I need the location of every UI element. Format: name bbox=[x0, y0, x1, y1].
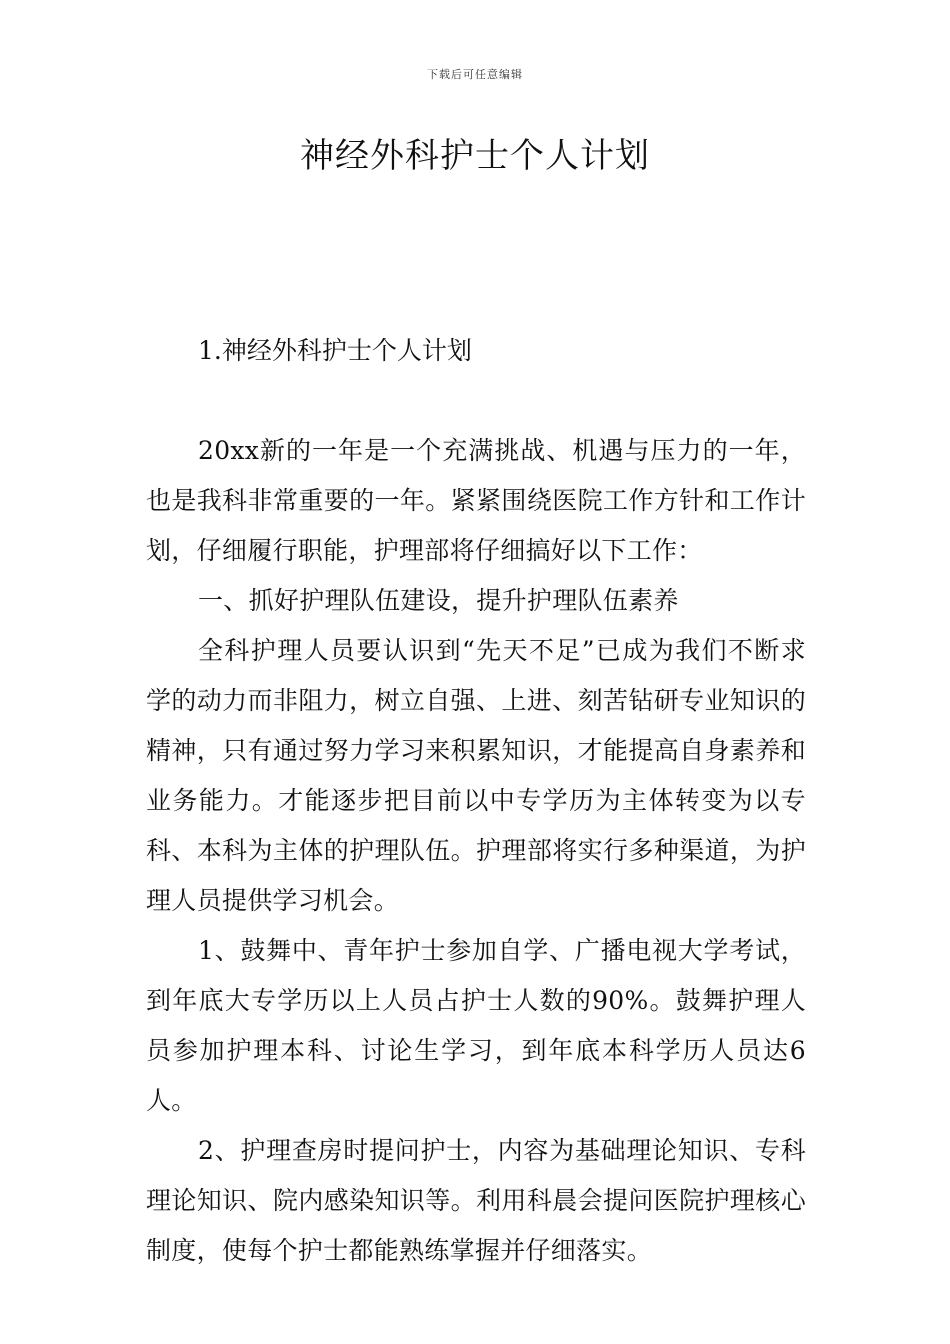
section-heading: 1.神经外科护士个人计划 bbox=[198, 336, 472, 365]
paragraph-team-building: 全科护理人员要认识到“先天不足”已成为我们不断求学的动力而非阻力，树立自强、上进、刻苦钻研专业知识的精神，只有通过努力学习来积累知识，才能提高自身素养和业务能力。才能逐步把目前以中专学历为主体转变为以专科、本科为主体的护理队伍。护理部将实行多种渠道，为护理人员提供学习机会。 bbox=[146, 636, 806, 915]
paragraph-intro: 20xx新的一年是一个充满挑战、机遇与压力的一年，也是我科非常重要的一年。紧紧围绕医院工作方针和工作计划，仔细履行职能，护理部将仔细搞好以下工作： bbox=[146, 436, 806, 565]
paragraph-heading-one: 一、抓好护理队伍建设，提升护理队伍素养 bbox=[198, 586, 679, 615]
document-title: 神经外科护士个人计划 bbox=[300, 136, 650, 176]
paragraph-item-two: 2、护理查房时提问护士，内容为基础理论知识、专科理论知识、院内感染知识等。利用科晨会提问医院护理核心制度，使每个护士都能熟练掌握并仔细落实。 bbox=[146, 1136, 806, 1265]
paragraph-item-one: 1、鼓舞中、青年护士参加自学、广播电视大学考试，到年底大专学历以上人员占护士人数的90%。鼓舞护理人员参加护理本科、讨论生学习，到年底本科学历人员达6人。 bbox=[146, 936, 806, 1115]
header-note: 下载后可任意编辑 bbox=[427, 68, 523, 81]
body-paragraphs bbox=[146, 426, 806, 1276]
